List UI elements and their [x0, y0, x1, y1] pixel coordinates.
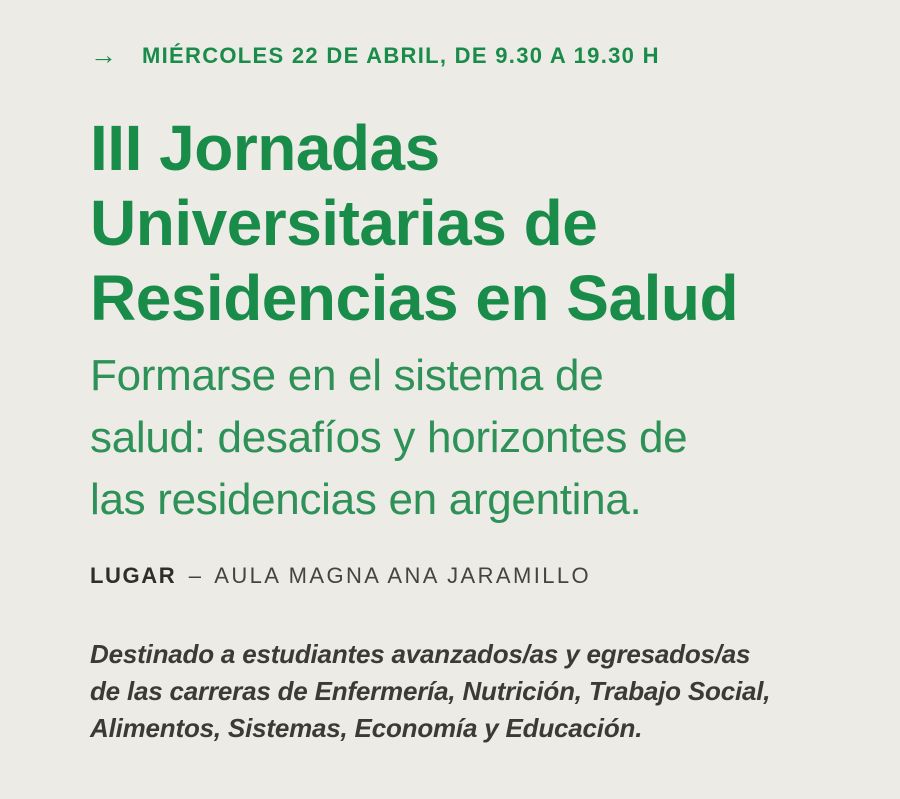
right-arrow-icon: →: [90, 40, 117, 70]
location-label: LUGAR: [90, 563, 177, 588]
event-date-text: MIÉRCOLES 22 DE ABRIL, DE 9.30 A 19.30 H: [142, 43, 660, 68]
event-subtitle: [90, 345, 812, 531]
event-title-line-1: III Jornadas: [90, 112, 440, 184]
event-subtitle-line-1: Formarse en el sistema de: [90, 351, 604, 400]
audience-note-line-1: Destinado a estudiantes avanzados/as y egresados/as: [90, 639, 751, 669]
event-subtitle-line-3: las residencias en argentina.: [90, 475, 642, 524]
event-subtitle-line-2: salud: desafíos y horizontes de: [90, 413, 688, 462]
event-title: [90, 111, 812, 336]
location-value: AULA MAGNA ANA JARAMILLO: [214, 563, 592, 588]
audience-note-line-2: de las carreras de Enfermería, Nutrición, Trabajo Social,: [90, 676, 771, 706]
audience-note-line-3: Alimentos, Sistemas, Economía y Educación.: [90, 713, 643, 743]
location-row: [90, 562, 812, 590]
location-separator-dash: –: [188, 563, 201, 588]
event-title-line-3: Residencias en Salud: [90, 262, 739, 334]
event-date-banner: [90, 41, 812, 71]
event-title-line-2: Universitarias de: [90, 187, 598, 259]
audience-note: [90, 636, 812, 747]
